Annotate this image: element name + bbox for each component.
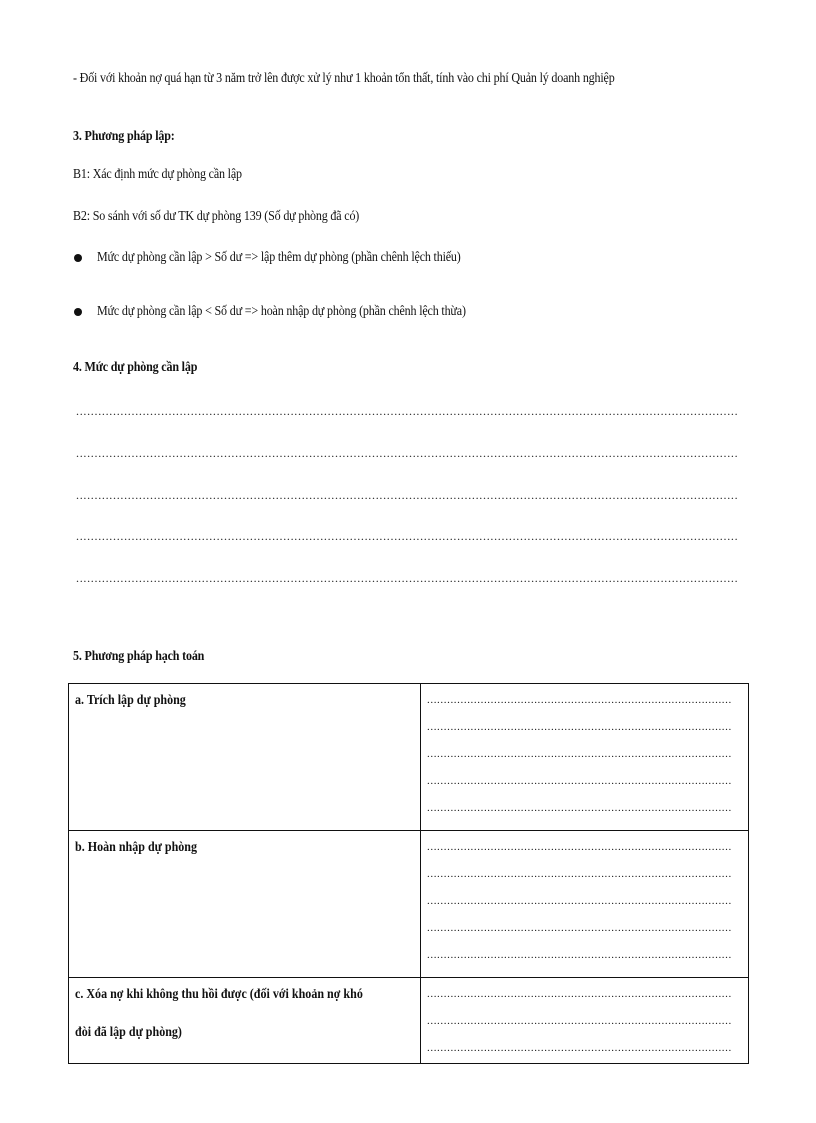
- section-4-heading: 4. Mức dự phòng cần lập: [73, 360, 198, 375]
- fill-line: ...........................................................................................: [427, 721, 732, 733]
- fill-line: ...................................................................................................................................................................................: [76, 529, 739, 543]
- table-row: [69, 684, 749, 831]
- accounting-table: [68, 683, 749, 1064]
- step-2: B2: So sánh với số dư TK dự phòng 139 (Số dự phòng đã có): [73, 209, 360, 224]
- bullet-item-2: Mức dự phòng cần lập < Số dư => hoàn nhập dự phòng (phần chênh lệch thừa): [97, 304, 466, 319]
- fill-line: ...........................................................................................: [427, 841, 732, 853]
- row-fill-area: [421, 684, 749, 831]
- fill-line: ...........................................................................................: [427, 1042, 732, 1054]
- table-row: [69, 978, 749, 1064]
- bullet-icon: [74, 308, 82, 316]
- row-c-label-line-1: c. Xóa nợ khi không thu hồi được (đối với khoản nợ khó: [75, 987, 363, 1002]
- fill-line: ...........................................................................................: [427, 895, 732, 907]
- fill-line: ...................................................................................................................................................................................: [76, 571, 739, 585]
- bullet-icon: [74, 254, 82, 262]
- row-b-label: b. Hoàn nhập dự phòng: [75, 840, 198, 855]
- fill-line: ...........................................................................................: [427, 748, 732, 760]
- fill-line: ...................................................................................................................................................................................: [76, 404, 739, 418]
- row-c-label-line-2: đòi đã lập dự phòng): [75, 1025, 182, 1040]
- step-1: B1: Xác định mức dự phòng cần lập: [73, 167, 242, 182]
- fill-line: ...........................................................................................: [427, 988, 732, 1000]
- fill-line: ...........................................................................................: [427, 868, 732, 880]
- fill-line: ...................................................................................................................................................................................: [76, 446, 739, 460]
- row-label: [69, 684, 421, 831]
- row-a-label: a. Trích lập dự phòng: [75, 693, 186, 708]
- section-5-heading: 5. Phương pháp hạch toán: [73, 649, 205, 664]
- table-row: [69, 831, 749, 978]
- section-3-heading: 3. Phương pháp lập:: [73, 129, 175, 144]
- row-label: [69, 831, 421, 978]
- intro-line: - Đối với khoản nợ quá hạn từ 3 năm trở lên được xử lý như 1 khoản tổn thất, tính vào chi phí Quản lý doanh nghiệp: [73, 71, 615, 86]
- row-fill-area: [421, 831, 749, 978]
- row-fill-area: [421, 978, 749, 1064]
- fill-line: ...........................................................................................: [427, 922, 732, 934]
- fill-line: ...........................................................................................: [427, 694, 732, 706]
- row-label: [69, 978, 421, 1064]
- fill-line: ...........................................................................................: [427, 949, 732, 961]
- bullet-item-1: Mức dự phòng cần lập > Số dư => lập thêm dự phòng (phần chênh lệch thiếu): [97, 250, 461, 265]
- fill-line: ...........................................................................................: [427, 802, 732, 814]
- fill-line: ...........................................................................................: [427, 775, 732, 787]
- fill-line: ...........................................................................................: [427, 1015, 732, 1027]
- fill-line: ...................................................................................................................................................................................: [76, 488, 739, 502]
